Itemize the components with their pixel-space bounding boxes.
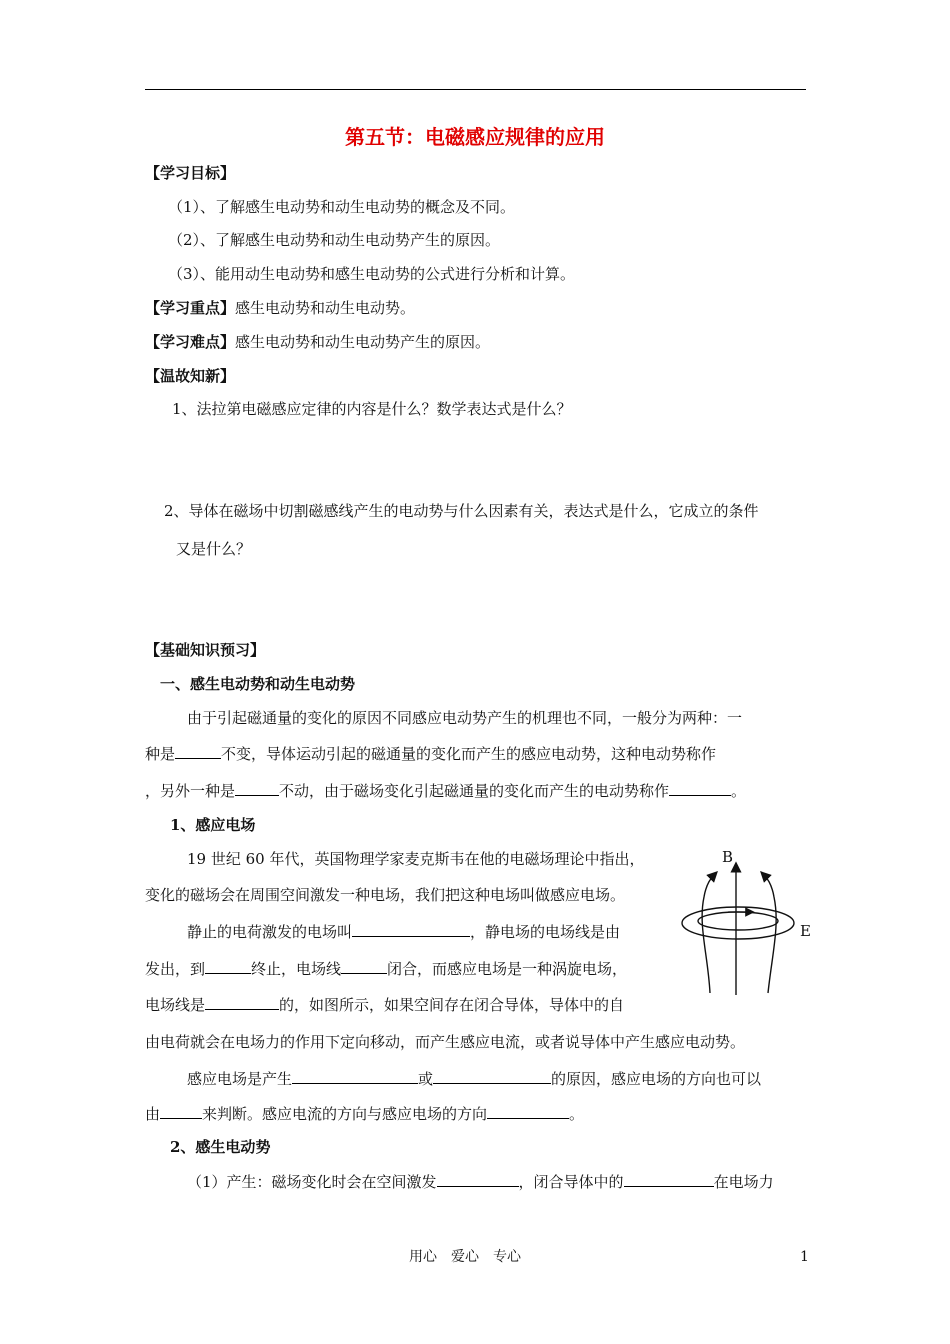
fill-blank[interactable] xyxy=(235,780,279,796)
text-fragment: 不动，由于磁场变化引起磁通量的变化而产生的电动势称作 xyxy=(279,782,670,800)
fill-blank[interactable] xyxy=(205,958,251,974)
paragraph-4-line-1 xyxy=(187,1068,761,1089)
fill-blank[interactable] xyxy=(352,921,470,937)
paragraph-3-line-4: 由电荷就会在电场力的作用下定向移动，而产生感应电流，或者说导体中产生感应电动势。 xyxy=(145,1033,746,1051)
focus-line xyxy=(145,298,415,318)
section-1-heading: 一、感生电动势和动生电动势 xyxy=(160,675,356,693)
paragraph-3-line-3 xyxy=(145,994,624,1015)
fill-blank[interactable] xyxy=(669,780,731,796)
paragraph-3-line-2 xyxy=(145,958,627,979)
text-fragment: 不变，导体运动引起的磁通量的变化而产生的感应电动势，这种电动势称作 xyxy=(221,745,717,763)
label-b: B xyxy=(722,848,734,866)
paragraph-3-line-1 xyxy=(187,921,620,942)
review-question-2-line1: 2、导体在磁场中切割磁感线产生的电动势与什么因素有关，表达式是什么，它成立的条件 xyxy=(164,502,759,520)
paragraph-4-line-2 xyxy=(145,1103,584,1124)
paragraph-1-line-1: 由于引起磁通量的变化的原因不同感应电动势产生的机理也不同，一般分为两种：一 xyxy=(187,709,743,727)
difficulty-line xyxy=(145,332,490,352)
review-heading: 【温故知新】 xyxy=(145,367,236,385)
text-fragment: 或 xyxy=(418,1070,434,1088)
paragraph-2-line-1: 19 世纪 60 年代，英国物理学家麦克斯韦在他的电磁场理论中指出， xyxy=(187,850,645,868)
text-fragment: 的，如图所示，如果空间存在闭合导体，导体中的自 xyxy=(279,996,625,1014)
paragraph-5 xyxy=(187,1171,774,1192)
goal-item-3: （3）、能用动生电动势和感生电动势的公式进行分析和计算。 xyxy=(168,265,576,283)
induced-electric-field-figure xyxy=(668,845,818,1005)
goals-heading: 【学习目标】 xyxy=(145,164,236,182)
text-fragment: ，闭合导体中的 xyxy=(518,1173,624,1191)
inner-field-ring xyxy=(698,912,778,930)
review-question-1: 1、法拉第电磁感应定律的内容是什么？数学表达式是什么？ xyxy=(172,400,572,418)
text-fragment: ，另外一种是 xyxy=(145,782,236,800)
fill-blank[interactable] xyxy=(205,994,279,1010)
fill-blank[interactable] xyxy=(487,1103,569,1119)
goal-item-2: （2）、了解感生电动势和动生电动势产生的原因。 xyxy=(168,231,501,249)
fill-blank[interactable] xyxy=(341,958,387,974)
fill-blank[interactable] xyxy=(433,1068,551,1084)
fill-blank[interactable] xyxy=(624,1171,714,1187)
text-fragment: 静止的电荷激发的电场叫 xyxy=(187,923,353,941)
page-title: 第五节：电磁感应规律的应用 xyxy=(345,125,605,149)
fill-blank[interactable] xyxy=(160,1103,202,1119)
header-rule xyxy=(145,89,806,90)
text-fragment: 电场线是 xyxy=(145,996,206,1014)
text-fragment: 终止，电场线 xyxy=(251,960,342,978)
difficulty-label: 【学习难点】 xyxy=(145,333,236,351)
subsection-2-heading: 2、感生电动势 xyxy=(170,1138,271,1156)
text-fragment: 的原因，感应电场的方向也可以 xyxy=(551,1070,762,1088)
label-e: E xyxy=(800,922,811,940)
text-fragment: ，静电场的电场线是由 xyxy=(470,923,621,941)
text-fragment: 闭合，而感应电场是一种涡旋电场， xyxy=(387,960,628,978)
text-fragment: 。 xyxy=(569,1105,585,1123)
focus-label: 【学习重点】 xyxy=(145,299,236,317)
subsection-1-heading: 1、感应电场 xyxy=(170,816,256,834)
difficulty-text: 感生电动势和动生电动势产生的原因。 xyxy=(235,333,491,351)
fill-blank[interactable] xyxy=(175,743,221,759)
text-fragment: 在电场力 xyxy=(713,1173,774,1191)
fill-blank[interactable] xyxy=(292,1068,418,1084)
review-question-2-line2: 又是什么？ xyxy=(176,540,252,558)
text-fragment: 发出，到 xyxy=(145,960,206,978)
footer-motto: 用心 爱心 专心 xyxy=(409,1249,521,1265)
field-line-right xyxy=(764,875,776,993)
preview-heading: 【基础知识预习】 xyxy=(145,641,266,659)
text-fragment: 来判断。感应电流的方向与感应电场的方向 xyxy=(202,1105,488,1123)
text-fragment: 由 xyxy=(145,1105,161,1123)
text-fragment: 种是 xyxy=(145,745,176,763)
field-line-left xyxy=(702,875,714,993)
text-fragment: 感应电场是产生 xyxy=(187,1070,293,1088)
text-fragment: 。 xyxy=(731,782,747,800)
paragraph-2-line-2: 变化的磁场会在周围空间激发一种电场，我们把这种电场叫做感应电场。 xyxy=(145,886,626,904)
goal-item-1: （1）、了解感生电动势和动生电动势的概念及不同。 xyxy=(168,198,516,216)
text-fragment: （1）产生：磁场变化时会在空间激发 xyxy=(187,1173,437,1191)
fill-blank[interactable] xyxy=(437,1171,519,1187)
paragraph-1-line-3 xyxy=(145,780,746,801)
focus-text: 感生电动势和动生电动势。 xyxy=(235,299,416,317)
paragraph-1-line-2 xyxy=(145,743,716,764)
page-number: 1 xyxy=(800,1249,809,1265)
